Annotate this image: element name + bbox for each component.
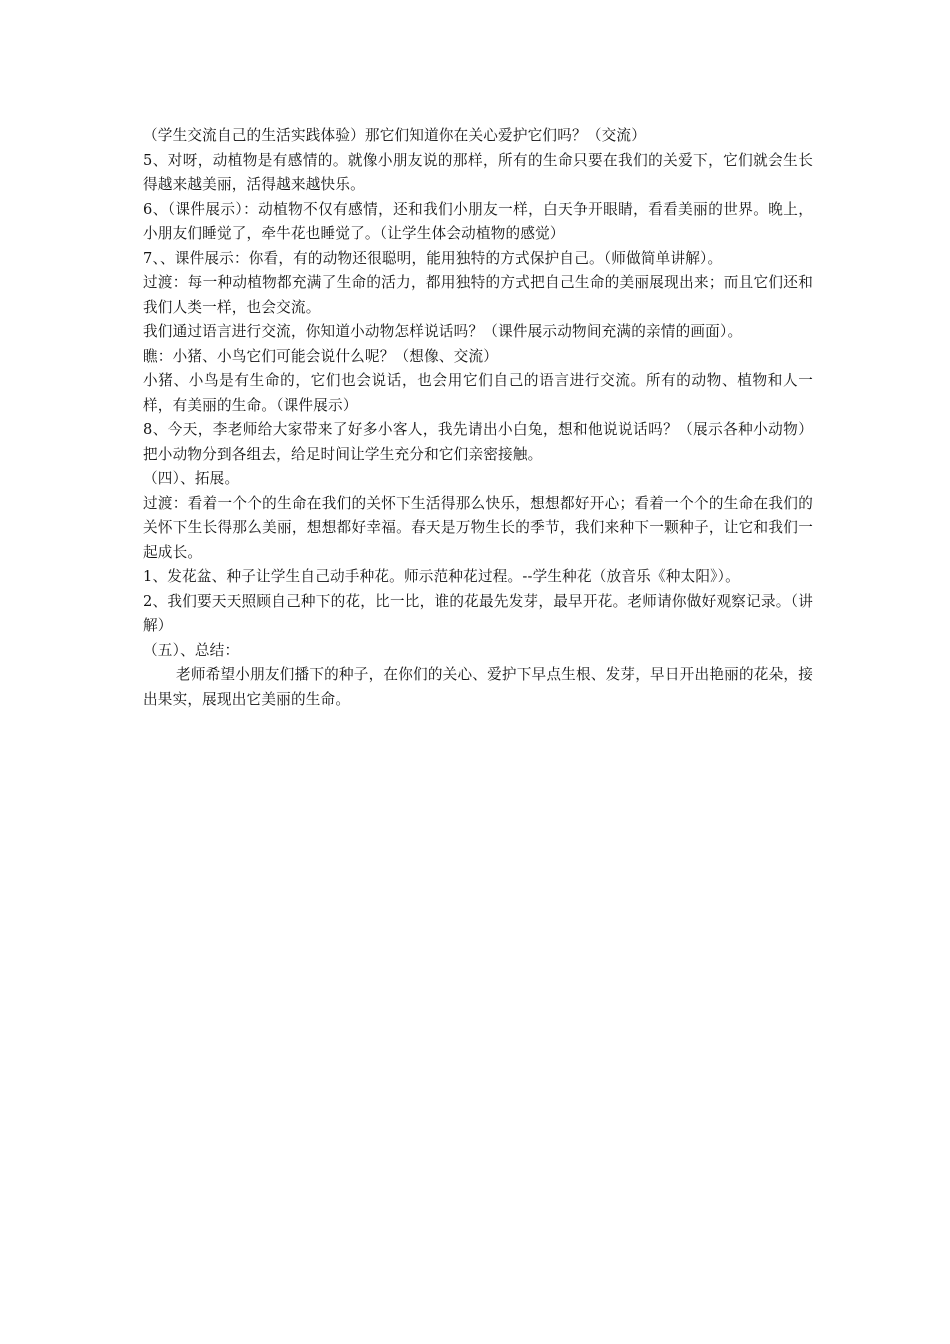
paragraph-transition-1: 过渡：每一种动植物都充满了生命的活力，都用独特的方式把自己生命的美丽展现出来；而且它们还和我们人类一样，也会交流。: [143, 274, 813, 316]
paragraph-extension-step-1: 1、发花盆、种子让学生自己动手种花。师示范种花过程。--学生种花（放音乐《种太阳》）。: [143, 568, 740, 585]
paragraph-student-exchange: （学生交流自己的生活实践体验）那它们知道你在关心爱护它们吗？（交流）: [143, 127, 646, 144]
paragraph-language-exchange: 我们通过语言进行交流，你知道小动物怎样说话吗？（课件展示动物间充满的亲情的画面）。: [143, 323, 743, 340]
document-body: [143, 124, 813, 712]
section-heading-summary: （五）、总结：: [143, 641, 240, 659]
paragraph-step-8: 8、今天，李老师给大家带来了好多小客人，我先请出小白兔，想和他说说话吗？（展示各种小动物）把小动物分到各组去，给足时间让学生充分和它们亲密接触。: [143, 421, 813, 463]
paragraph-transition-2: 过渡：看着一个个的生命在我们的关怀下生活得那么快乐，想想都好开心；看着一个个的生命在我们的关怀下生长得那么美丽，想想都好幸福。春天是万物生长的季节，我们来种下一颗种子，让它和我们一起成长。: [143, 494, 813, 561]
paragraph-step-6: 6、（课件展示）：动植物不仅有感情，还和我们小朋友一样，白天争开眼睛，看看美丽的世界。晚上，小朋友们睡觉了，牵牛花也睡觉了。（让学生体会动植物的感觉）: [143, 200, 813, 242]
paragraph-animals-life: 小猪、小鸟是有生命的，它们也会说话，也会用它们自己的语言进行交流。所有的动物、植物和人一样，有美丽的生命。（课件展示）: [143, 372, 813, 414]
paragraph-step-7: 7、、课件展示：你看，有的动物还很聪明，能用独特的方式保护自己。（师做简单讲解）。: [143, 249, 723, 267]
paragraph-extension-step-2: 2、我们要天天照顾自己种下的花，比一比，谁的花最先发芽，最早开花。老师请你做好观察记录。（讲解）: [143, 592, 813, 634]
paragraph-look: 瞧：小猪、小鸟它们可能会说什么呢？（想像、交流）: [143, 347, 499, 365]
section-heading-extension: （四）、拓展。: [143, 470, 240, 487]
paragraph-step-5: 5、对呀，动植物是有感情的。就像小朋友说的那样，所有的生命只要在我们的关爱下，它们就会生长得越来越美丽，活得越来越快乐。: [143, 151, 813, 193]
paragraph-summary: 老师希望小朋友们播下的种子，在你们的关心、爱护下早点生根、发芽，早日开出艳丽的花朵，接出果实，展现出它美丽的生命。: [143, 666, 813, 708]
